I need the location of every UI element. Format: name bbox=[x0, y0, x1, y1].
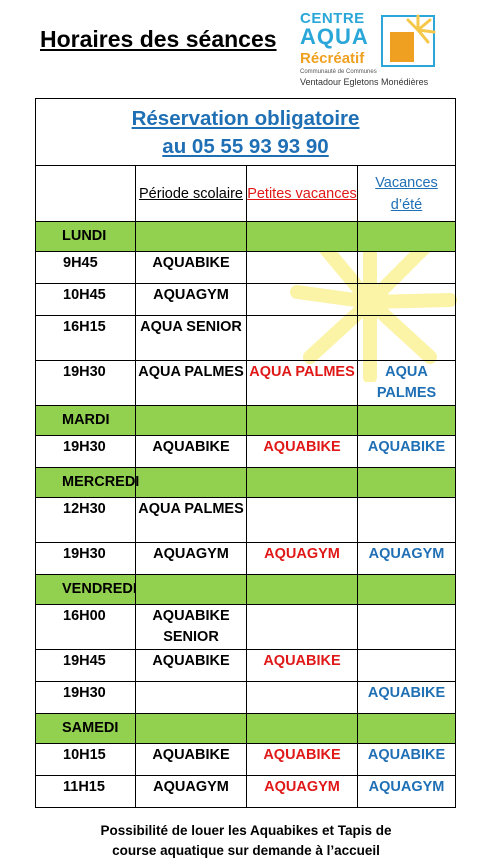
footer-line: course aquatique sur demande à l’accueil bbox=[112, 843, 380, 858]
session-periode-scolaire bbox=[136, 682, 247, 714]
session-row bbox=[36, 361, 456, 406]
logo-sun-mark-icon bbox=[380, 12, 436, 70]
session-time: 16H15 bbox=[36, 316, 136, 361]
session-periode-scolaire: AQUABIKE bbox=[136, 436, 247, 468]
centre-aqua-logo bbox=[296, 10, 486, 92]
session-row bbox=[36, 744, 456, 776]
day-empty-cell bbox=[136, 714, 247, 744]
day-name: MERCREDI bbox=[36, 468, 136, 498]
session-row bbox=[36, 543, 456, 575]
day-empty-cell bbox=[247, 468, 358, 498]
logo-line-communaute: Communauté de Communes bbox=[300, 69, 377, 75]
session-vacances-ete: AQUABIKE bbox=[358, 436, 456, 468]
session-vacances-ete: AQUAGYM bbox=[358, 543, 456, 575]
session-time: 19H45 bbox=[36, 650, 136, 682]
session-time: 11H15 bbox=[36, 776, 136, 808]
session-row bbox=[36, 650, 456, 682]
logo-line-centre: CENTRE bbox=[300, 10, 365, 27]
day-row bbox=[36, 468, 456, 498]
schedule-sheet bbox=[35, 98, 455, 808]
logo-line-ventadour: Ventadour Egletons Monédières bbox=[300, 77, 429, 87]
session-row bbox=[36, 776, 456, 808]
session-petites-vacances bbox=[247, 284, 358, 316]
logo-line-aqua: AQUA bbox=[300, 24, 369, 49]
session-time: 12H30 bbox=[36, 498, 136, 543]
session-vacances-ete bbox=[358, 498, 456, 543]
column-header-row bbox=[36, 166, 456, 222]
session-periode-scolaire: AQUABIKE bbox=[136, 744, 247, 776]
session-row bbox=[36, 682, 456, 714]
session-vacances-ete bbox=[358, 252, 456, 284]
session-periode-scolaire: AQUAGYM bbox=[136, 284, 247, 316]
day-empty-cell bbox=[358, 406, 456, 436]
day-empty-cell bbox=[247, 575, 358, 605]
session-vacances-ete bbox=[358, 650, 456, 682]
day-empty-cell bbox=[136, 406, 247, 436]
session-vacances-ete: AQUAGYM bbox=[358, 776, 456, 808]
session-time: 19H30 bbox=[36, 361, 136, 406]
schedule-table bbox=[35, 98, 456, 808]
session-petites-vacances: AQUAGYM bbox=[247, 776, 358, 808]
session-petites-vacances bbox=[247, 682, 358, 714]
header-periode-scolaire: Période scolaire bbox=[136, 166, 247, 222]
header-petites-vacances: Petites vacances bbox=[247, 166, 358, 222]
session-periode-scolaire: AQUAGYM bbox=[136, 543, 247, 575]
session-petites-vacances bbox=[247, 605, 358, 650]
session-time: 19H30 bbox=[36, 436, 136, 468]
session-vacances-ete: AQUABIKE bbox=[358, 744, 456, 776]
day-name: LUNDI bbox=[36, 222, 136, 252]
day-row bbox=[36, 406, 456, 436]
session-time: 19H30 bbox=[36, 682, 136, 714]
session-petites-vacances: AQUABIKE bbox=[247, 650, 358, 682]
footer-note bbox=[0, 821, 492, 861]
session-time: 19H30 bbox=[36, 543, 136, 575]
day-empty-cell bbox=[358, 222, 456, 252]
session-time: 9H45 bbox=[36, 252, 136, 284]
session-time: 16H00 bbox=[36, 605, 136, 650]
session-petites-vacances: AQUABIKE bbox=[247, 744, 358, 776]
session-petites-vacances bbox=[247, 498, 358, 543]
session-row bbox=[36, 252, 456, 284]
session-periode-scolaire: AQUABIKE bbox=[136, 650, 247, 682]
day-empty-cell bbox=[136, 468, 247, 498]
day-empty-cell bbox=[358, 575, 456, 605]
reservation-phone: au 05 55 93 93 90 bbox=[162, 135, 329, 158]
session-petites-vacances: AQUABIKE bbox=[247, 436, 358, 468]
header-vacances-ete: Vacances d’été bbox=[358, 166, 456, 222]
day-row bbox=[36, 575, 456, 605]
session-row bbox=[36, 284, 456, 316]
session-periode-scolaire: AQUA PALMES bbox=[136, 498, 247, 543]
logo-line-recreatif: Récréatif bbox=[300, 50, 365, 67]
day-name: SAMEDI bbox=[36, 714, 136, 744]
day-empty-cell bbox=[136, 222, 247, 252]
session-vacances-ete: AQUA PALMES bbox=[358, 361, 456, 406]
session-time: 10H15 bbox=[36, 744, 136, 776]
day-row bbox=[36, 714, 456, 744]
session-periode-scolaire: AQUAGYM bbox=[136, 776, 247, 808]
day-name: MARDI bbox=[36, 406, 136, 436]
session-petites-vacances bbox=[247, 252, 358, 284]
day-name: VENDREDI bbox=[36, 575, 136, 605]
session-petites-vacances: AQUAGYM bbox=[247, 543, 358, 575]
session-row bbox=[36, 498, 456, 543]
day-empty-cell bbox=[358, 714, 456, 744]
day-empty-cell bbox=[247, 406, 358, 436]
session-petites-vacances bbox=[247, 316, 358, 361]
session-time: 10H45 bbox=[36, 284, 136, 316]
session-vacances-ete bbox=[358, 316, 456, 361]
header-empty-cell bbox=[36, 166, 136, 222]
footer-line: Possibilité de louer les Aquabikes et Tapis de bbox=[100, 823, 392, 838]
reservation-line: Réservation obligatoire bbox=[131, 107, 360, 130]
session-row bbox=[36, 316, 456, 361]
day-empty-cell bbox=[247, 714, 358, 744]
session-periode-scolaire: AQUA SENIOR bbox=[136, 316, 247, 361]
reservation-banner bbox=[36, 99, 456, 166]
day-empty-cell bbox=[358, 468, 456, 498]
session-vacances-ete bbox=[358, 605, 456, 650]
session-periode-scolaire: AQUABIKE bbox=[136, 252, 247, 284]
session-vacances-ete bbox=[358, 284, 456, 316]
page-title: Horaires des séances bbox=[40, 26, 277, 52]
session-periode-scolaire: AQUA PALMES bbox=[136, 361, 247, 406]
session-petites-vacances: AQUA PALMES bbox=[247, 361, 358, 406]
session-row bbox=[36, 605, 456, 650]
day-row bbox=[36, 222, 456, 252]
session-vacances-ete: AQUABIKE bbox=[358, 682, 456, 714]
session-row bbox=[36, 436, 456, 468]
day-empty-cell bbox=[247, 222, 358, 252]
session-periode-scolaire: AQUABIKE SENIOR bbox=[136, 605, 247, 650]
day-empty-cell bbox=[136, 575, 247, 605]
